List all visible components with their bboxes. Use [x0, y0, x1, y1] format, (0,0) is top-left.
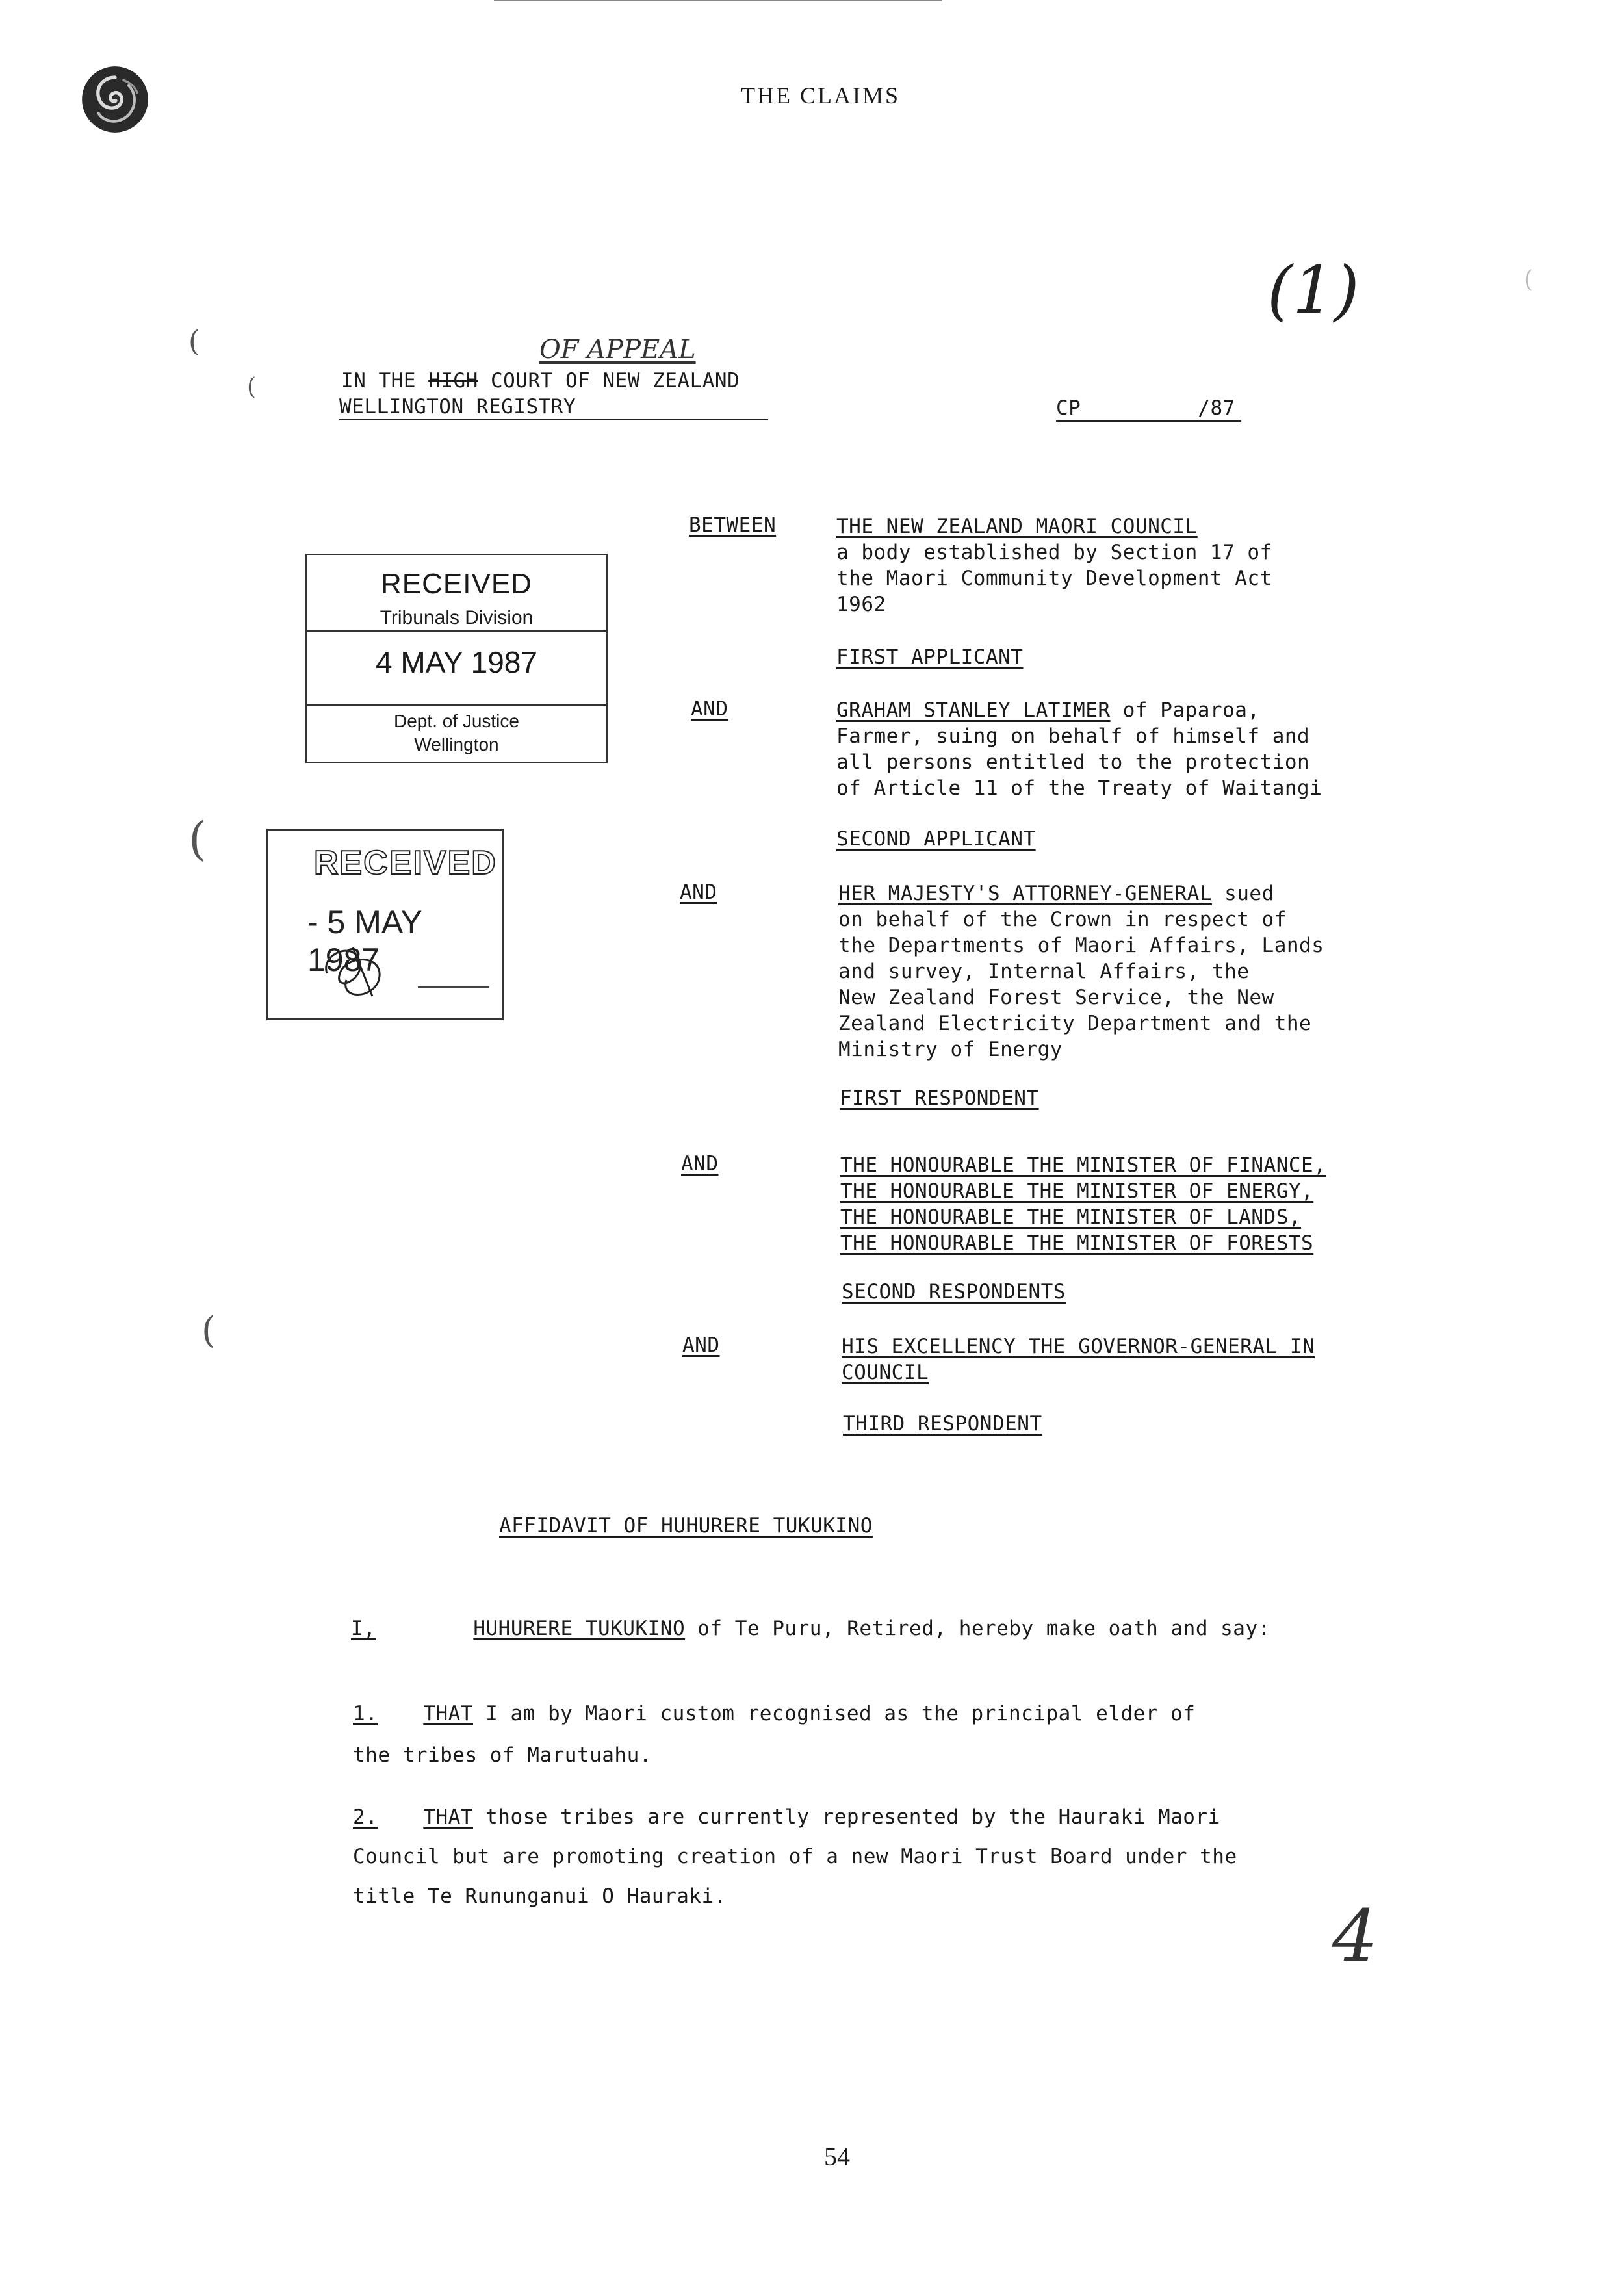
role-second-respondents: SECOND RESPONDENTS: [842, 1280, 1066, 1304]
party-detail-line: and survey, Internal Affairs, the: [838, 960, 1250, 983]
paragraph-text: those tribes are currently represented by the Hauraki Maori: [472, 1805, 1220, 1829]
party-first-applicant: [836, 513, 1272, 617]
stamp-date: 4 MAY 1987: [376, 645, 537, 679]
role-first-applicant: FIRST APPLICANT: [836, 645, 1024, 669]
connector-and: AND: [681, 1152, 719, 1176]
page-header-title: THE CLAIMS: [741, 83, 900, 109]
party-detail-line: the Departments of Maori Affairs, Lands: [838, 934, 1324, 957]
party-name-suffix: of Paparoa,: [1110, 699, 1260, 722]
court-registry: WELLINGTON REGISTRY: [339, 395, 576, 419]
party-second-respondents: [840, 1152, 1326, 1256]
paragraph-line: title Te Rununganui O Hauraki.: [353, 1885, 727, 1908]
paragraph-2: [353, 1798, 1237, 1916]
case-prefix: CP: [1056, 396, 1081, 420]
handwritten-appeal-note: OF APPEAL: [539, 335, 696, 365]
stray-mark: (: [188, 812, 207, 866]
party-name-line: THE HONOURABLE THE MINISTER OF LANDS,: [840, 1205, 1302, 1229]
page-number: 54: [824, 2142, 850, 2171]
tribunals-received-stamp: [305, 554, 608, 763]
koru-logo-icon: [81, 65, 149, 134]
party-detail-line: of Article 11 of the Treaty of Waitangi: [836, 777, 1322, 800]
party-detail-line: a body established by Section 17 of: [836, 541, 1272, 564]
paragraph-line: [353, 1693, 1195, 1734]
paragraph-text: I am by Maori custom recognised as the principal elder of: [472, 1702, 1196, 1725]
party-name-line: THE HONOURABLE THE MINISTER OF FINANCE,: [840, 1153, 1326, 1177]
party-name: GRAHAM STANLEY LATIMER: [836, 699, 1111, 722]
role-first-respondent: FIRST RESPONDENT: [840, 1087, 1039, 1110]
stamp-city: Wellington: [414, 734, 499, 754]
handwritten-number: (1): [1267, 252, 1360, 328]
party-first-respondent: [838, 881, 1324, 1063]
party-third-respondent: [842, 1334, 1315, 1385]
stray-mark: (: [247, 374, 257, 400]
paragraph-line: [353, 1798, 1237, 1837]
party-name-line: THE HONOURABLE THE MINISTER OF ENERGY,: [840, 1179, 1314, 1203]
stamp-received-label: RECEIVED: [381, 568, 532, 600]
affidavit-intro: [351, 1617, 1270, 1640]
party-detail-line: Ministry of Energy: [838, 1038, 1063, 1061]
connector-and: AND: [682, 1334, 720, 1357]
paragraph-line: Council but are promoting creation of a new Maori Trust Board under the: [353, 1845, 1237, 1868]
top-rule: [494, 0, 942, 1]
party-name-line: [836, 697, 1322, 723]
connector-between: BETWEEN: [689, 513, 777, 537]
second-received-stamp: [266, 829, 504, 1020]
connector-and: AND: [680, 881, 717, 904]
party-name-suffix: sued: [1211, 882, 1274, 905]
party-detail-line: Zealand Electricity Department and the: [838, 1012, 1312, 1035]
case-number-underline: [1056, 420, 1241, 422]
paragraph-lead: THAT: [423, 1805, 473, 1829]
stamp2-dash: [418, 986, 489, 988]
paragraph-number: 2.: [353, 1805, 378, 1829]
stamp-divider: [307, 704, 606, 706]
intro-name: HUHURERE TUKUKINO: [473, 1617, 686, 1640]
role-third-respondent: THIRD RESPONDENT: [843, 1412, 1042, 1436]
party-name-line: THE HONOURABLE THE MINISTER OF FORESTS: [840, 1231, 1314, 1255]
paragraph-number: 1.: [353, 1702, 378, 1725]
party-detail-line: New Zealand Forest Service, the New: [838, 986, 1274, 1009]
party-name: HER MAJESTY'S ATTORNEY-GENERAL: [838, 882, 1212, 905]
stamp-divider: [307, 630, 606, 632]
stamp2-received-label: RECEIVED: [314, 844, 497, 882]
stray-mark: (: [1524, 266, 1534, 293]
party-detail-line: the Maori Community Development Act: [836, 567, 1272, 590]
party-second-applicant: [836, 697, 1322, 801]
court-prefix: IN THE: [341, 369, 429, 393]
party-name-line: COUNCIL: [842, 1361, 929, 1384]
party-name-line: THE NEW ZEALAND MAORI COUNCIL: [836, 515, 1198, 538]
party-detail-line: 1962: [836, 593, 886, 616]
handwritten-initial: 4: [1332, 1894, 1378, 1978]
affidavit-title: AFFIDAVIT OF HUHURERE TUKUKINO: [499, 1514, 873, 1538]
party-detail-line: Farmer, suing on behalf of himself and: [836, 725, 1310, 748]
role-second-applicant: SECOND APPLICANT: [836, 827, 1036, 851]
court-suffix: COURT OF NEW ZEALAND: [478, 369, 740, 393]
case-number: [1056, 396, 1235, 420]
case-suffix: /87: [1198, 396, 1235, 420]
connector-and: AND: [691, 697, 728, 721]
court-underline: [339, 419, 768, 420]
stamp-division: Tribunals Division: [380, 607, 534, 628]
stray-mark: (: [201, 1309, 216, 1352]
signature-scribble-icon: [314, 934, 405, 1006]
stamp2-date: - 5 MAY 1987: [307, 904, 422, 978]
paragraph-1: [353, 1693, 1195, 1776]
stray-mark: (: [188, 325, 200, 358]
party-name-line: [838, 881, 1324, 907]
paragraph-line: the tribes of Marutuahu.: [353, 1744, 652, 1767]
court-heading-line-1: [341, 369, 740, 393]
party-detail-line: on behalf of the Crown in respect of: [838, 908, 1287, 931]
court-struck-word: HIGH: [428, 369, 478, 393]
party-name-line: HIS EXCELLENCY THE GOVERNOR-GENERAL IN: [842, 1335, 1315, 1358]
party-detail-line: all persons entitled to the protection: [836, 751, 1310, 774]
paragraph-lead: THAT: [423, 1702, 473, 1725]
stamp-department: Dept. of Justice: [394, 711, 519, 731]
intro-i: I,: [351, 1617, 376, 1640]
intro-rest: of Te Puru, Retired, hereby make oath and say:: [685, 1617, 1270, 1640]
